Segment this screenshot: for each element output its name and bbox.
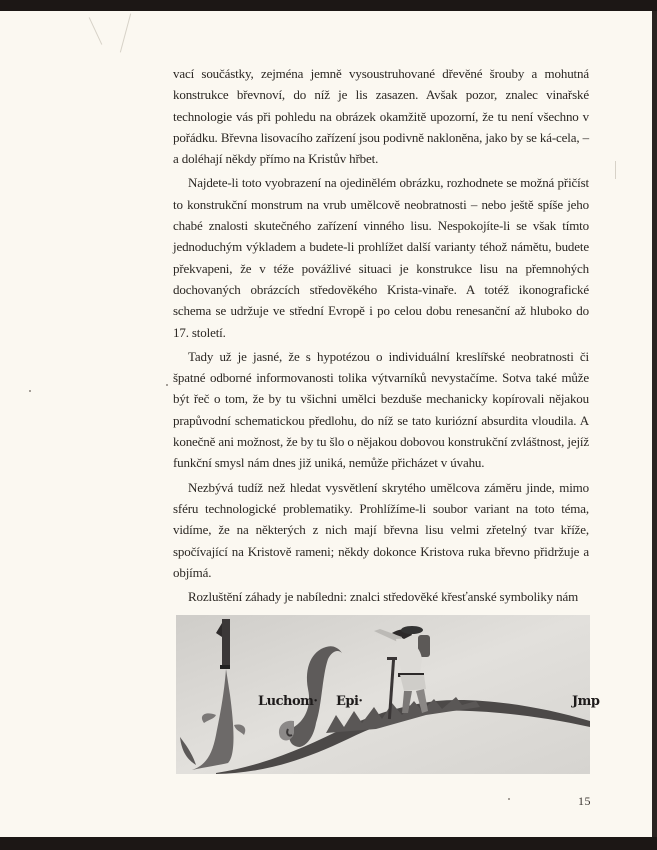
paragraph-2: Najdete-li toto vyobrazení na ojedinělém obrázku, rozhodnete se možná přičíst to konstrukční monstrum na vrub umělcově neobratnosti – nebo ještě spíše jeho chabé znalosti skutečného zařízení vinného lisu. Nespokojíte-li se však tímto jednoduchým výkladem a budete-li prohlížet další varianty téhož námětu, budete překvapeni, že v téže povážlivé situaci je konstrukce lisu na přemnohých dochovaných obrázcích středověkého Krista-vinaře. A totéž ikonografické schema se udržuje ve střední Evropě i po celou dobu renesanční až hluboko do 17. století. xyxy=(173,175,589,340)
manuscript-word-2: Epi· xyxy=(336,694,363,709)
paper-speck xyxy=(166,384,168,386)
manuscript-word-1: Luchom· xyxy=(258,694,318,709)
paragraph-3: Tady už je jasné, že s hypotézou o individuální kreslířské neobratnosti či špatné odborné informovanosti tolika výtvarníků nevystačíme. Sotva také může být řeč o tom, že by tu všichni umělci bezduše mechanicky kopírovali nějakou prapůvodní schematickou předlohu, do níž se tato kuriózní absurdita vloudila. A konečně ani možnost, že by tu šlo o nějakou dobovou konstrukční zvláštnost, jejíž funkční smysl nám dnes již uniká, nemůže přicházet v úvahu. xyxy=(173,348,589,471)
paragraph-5: Rozluštění záhady je nabíledni: znalci středověké křesťanské symboliky nám xyxy=(188,589,579,605)
book-page xyxy=(0,11,653,837)
manuscript-illustration xyxy=(176,615,600,774)
paper-scratch xyxy=(120,14,131,53)
paper-speck xyxy=(508,798,510,800)
illustration-drawing xyxy=(176,615,600,774)
paragraph-4: Nezbývá tudíž než hledat vysvětlení skrytého umělcova záměru jinde, mimo sféru technologické problematiky. Prohlížíme-li soubor variant na toto téma, vidíme, že na některých z nich mají břevna lisu velmi zřetelný tvar kříže, spočívající na Kristově rameni; někdy dokonce Kristova ruka břevno přidržuje a objímá. xyxy=(173,479,589,580)
paragraph-1: vací součástky, zejména jemně vysoustruhované dřevěné šrouby a mohutná konstrukce břevnoví, do níž je lis zasazen. Avšak pozor, znalec vinařské technologie vás při pohledu na obrázek okamžitě upozorní, že tu není všechno v pořádku. Břevna lisovacího zařízení jsou podivně nakloněna, jako by se ká-cela, – a doléhají někdy přímo na Kristův hřbet. xyxy=(173,66,589,167)
paper-speck xyxy=(29,390,31,392)
paper-scratch xyxy=(89,17,103,45)
paper-scratch xyxy=(615,161,616,179)
manuscript-word-3: Jmp xyxy=(572,694,600,709)
page-number: 15 xyxy=(578,794,591,808)
body-text xyxy=(173,63,589,607)
page-edge-shadow xyxy=(652,11,657,837)
parchment-background xyxy=(176,615,590,774)
